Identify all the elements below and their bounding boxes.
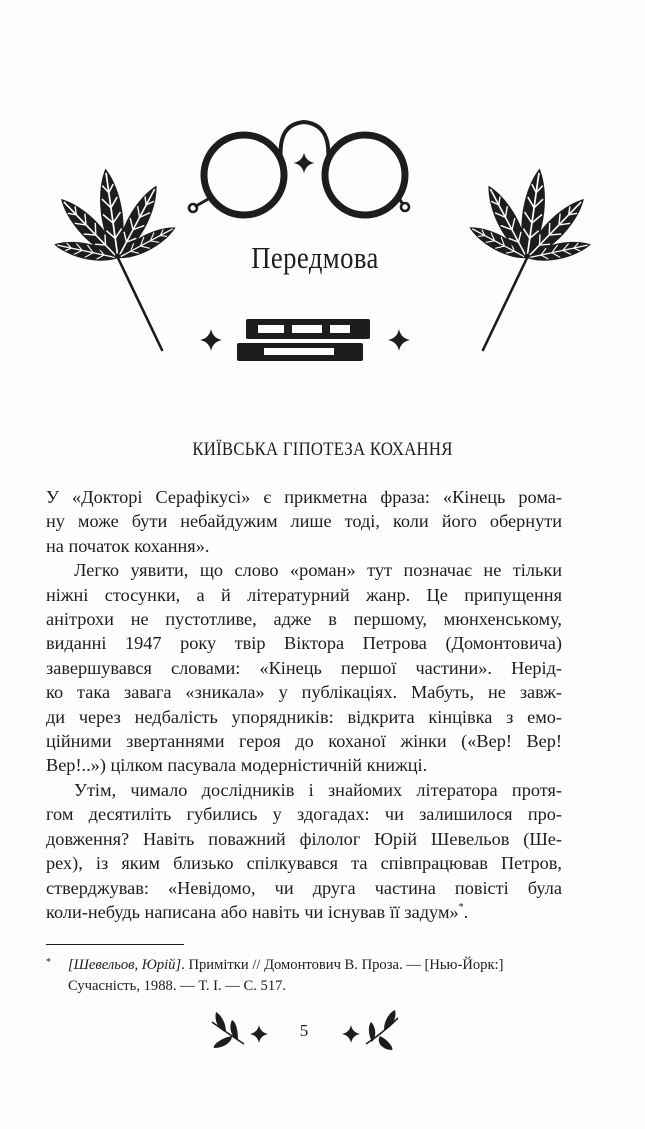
- sparkle-star-icon-right: [388, 329, 410, 351]
- sparkle-star-icon-footer-left: [250, 1025, 268, 1043]
- footnote-author: [Шевельов, Юрій]: [68, 957, 182, 973]
- body-line-last: [46, 900, 562, 924]
- body-line: завершувався словами: «Кінець першої частини». Нерід-: [46, 657, 562, 678]
- footnote-text: . Примітки // Домонтович В. Проза. — [Нью-Йорк:]: [181, 957, 504, 973]
- header-ornament: [0, 0, 645, 380]
- page-number: 5: [299, 1021, 309, 1040]
- body-line: виданні 1947 року твір Віктора Петрова (Домонтовича): [46, 633, 562, 654]
- footnote-reference[interactable]: *: [458, 901, 464, 913]
- pince-nez-glasses-icon: [189, 122, 409, 215]
- leaf-sprig-icon-left: [212, 1012, 244, 1048]
- body-line: У «Докторі Серафікусі» є прикметна фраза: «Кінець рома-: [46, 487, 562, 507]
- final-period: .: [463, 901, 469, 922]
- body-line-text: коли-небудь написана або навіть чи існував її задум»: [46, 901, 459, 922]
- sparkle-star-icon-left: [200, 329, 222, 351]
- chapter-title: КИЇВСЬКА ГІПОТЕЗА КОХАННЯ: [192, 439, 453, 460]
- body-line: ніжні стосунки, а й літературний жанр. Це припущення: [46, 584, 562, 605]
- body-line: анітрохи не пустотливе, адже в першому, мюнхенському,: [46, 609, 562, 630]
- body-line: ну може бути небайдужим лише тоді, коли його обернути: [46, 511, 562, 532]
- body-line: Утім, чимало дослідників і знайомих літератора протя-: [74, 779, 562, 800]
- sparkle-star-icon: [294, 153, 315, 174]
- section-title: Передмова: [251, 240, 379, 275]
- footnote-mark: *: [46, 957, 51, 968]
- sparkle-star-icon-footer-right: [342, 1025, 360, 1043]
- footnote-divider: [46, 944, 184, 945]
- chestnut-leaf-icon-right: [463, 160, 603, 350]
- chestnut-leaf-icon-left: [42, 160, 182, 350]
- body-line: ди через недбалість упорядників: відкрита кінцівка з емо-: [46, 706, 562, 727]
- body-line: ційними звертаннями героя до коханої жінки («Вер! Вер!: [46, 731, 562, 752]
- stacked-books-icon: [237, 319, 370, 361]
- body-line: Вер!..») цілком пасувала модерністичній книжці.: [46, 755, 428, 776]
- body-line: на початок кохання».: [46, 535, 210, 556]
- body-line: стверджував: «Невідомо, чи друга частина повісті була: [46, 877, 562, 898]
- footnote-line-2: Сучасність, 1988. — Т. І. — С. 517.: [68, 978, 287, 994]
- body-line: довження? Навіть поважний філолог Юрій Шевельов (Ше-: [46, 828, 562, 849]
- body-line: ко така завага «зникала» у публікаціях. Мабуть, не завж-: [46, 682, 562, 703]
- body-text: [46, 485, 562, 924]
- body-line: Легко уявити, що слово «роман» тут позначає не тільки: [74, 560, 562, 581]
- leaf-sprig-icon-right: [366, 1010, 398, 1050]
- footnote-line: [46, 955, 566, 976]
- body-line: гом десятиліть губились у здогадах: чи залишилося про-: [46, 804, 562, 825]
- footnote: [46, 955, 566, 997]
- body-line: рех), із яким близько спілкувався та співпрацював Петров,: [46, 853, 562, 874]
